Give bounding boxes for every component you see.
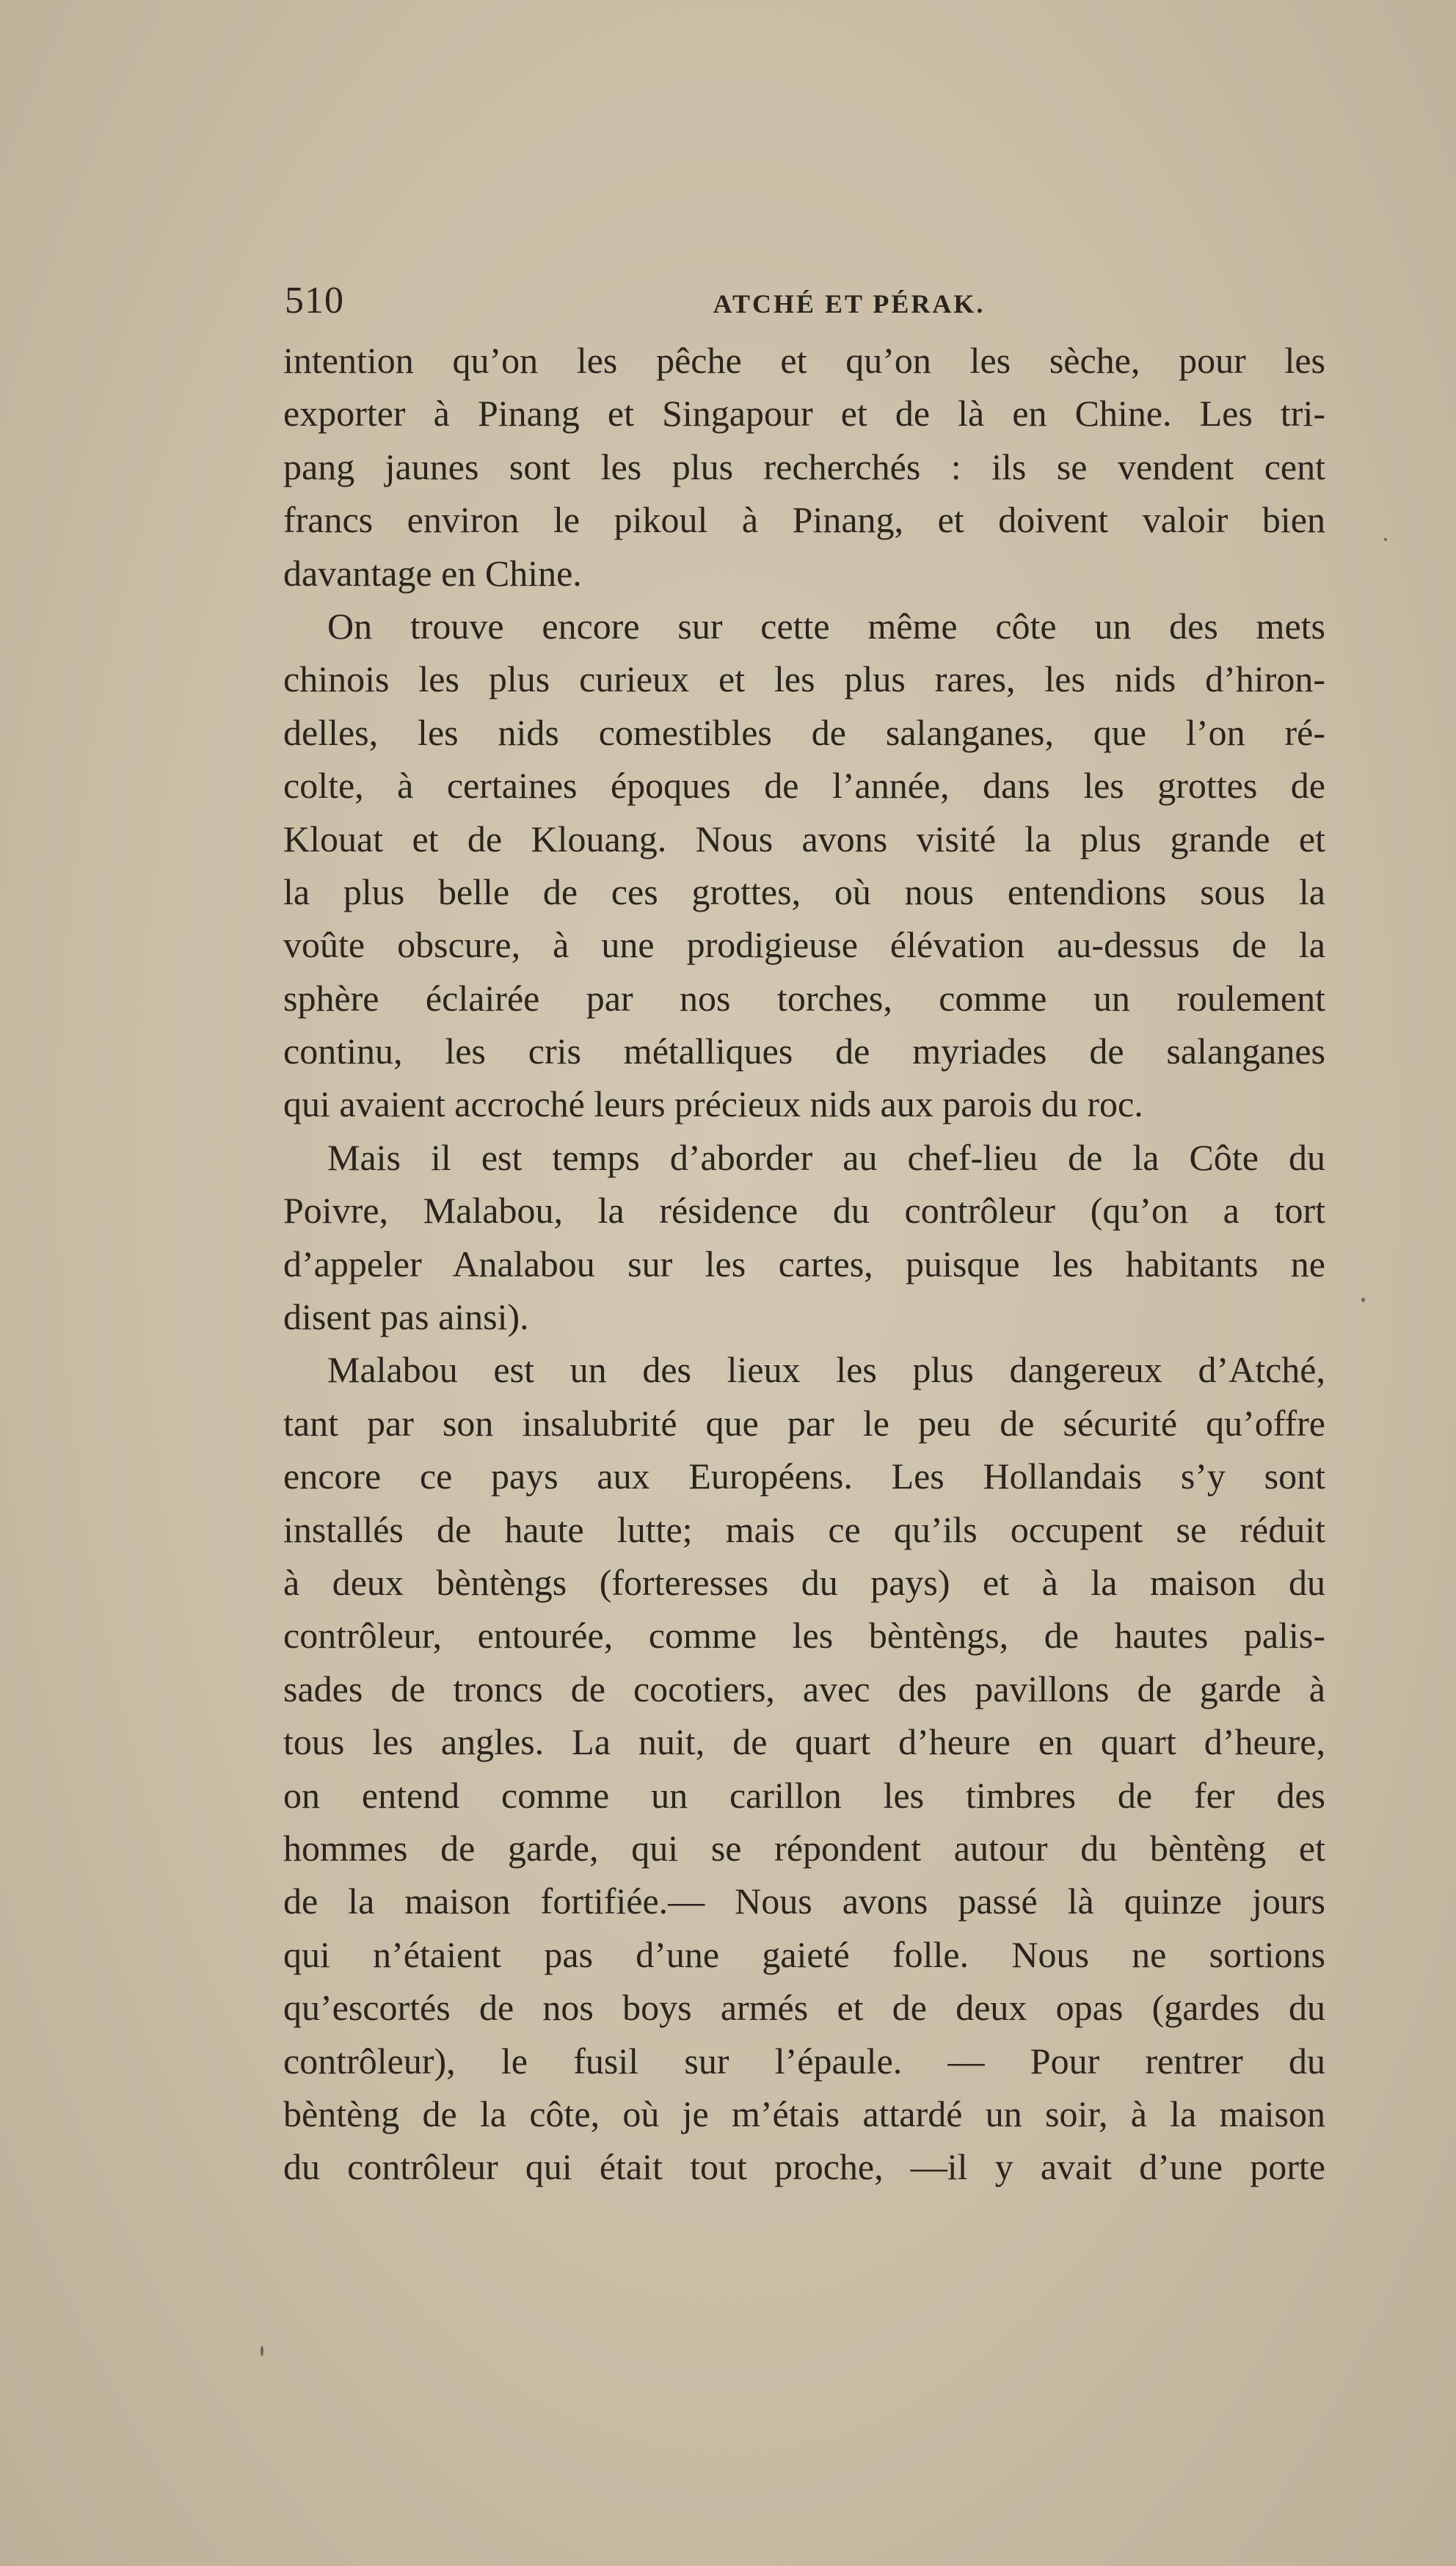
text-line: à deux bèntèngs (forteresses du pays) et à la maison du [283,1561,1325,1603]
text-line: pang jaunes sont les plus recherchés : ils se vendent cent [283,446,1325,487]
paper-speck [1384,538,1387,541]
text-line: hommes de garde, qui se répondent autour du bèntèng et [283,1827,1325,1869]
text-line: contrôleur, entourée, comme les bèntèngs, de hautes palis- [283,1615,1325,1657]
text-line: Mais il est temps d’aborder au chef-lieu de la Côte du [327,1136,1325,1178]
text-line: encore ce pays aux Européens. Les Hollandais s’y sont [283,1455,1325,1497]
paper-speck [1361,1298,1365,1302]
text-line: exporter à Pinang et Singapour et de là en Chine. Les tri- [283,393,1325,435]
text-line: On trouve encore sur cette même côte un des mets [327,605,1325,647]
text-line: contrôleur), le fusil sur l’épaule. — Pour rentrer du [283,2040,1325,2082]
running-title: ATCHÉ ET PÉRAK. [713,289,986,319]
text-line: d’appeler Analabou sur les cartes, puisque les habitants ne [283,1243,1325,1284]
text-line: continu, les cris métalliques de myriades de salanganes [283,1031,1325,1072]
text-line: colte, à certaines époques de l’année, dans les grottes de [283,765,1325,807]
text-line: qu’escortés de nos boys armés et de deux opas (gardes du [283,1987,1325,2029]
text-line: sades de troncs de cocotiers, avec des pavillons de garde à [283,1668,1325,1709]
text-line: voûte obscure, à une prodigieuse élévation au-dessus de la [283,924,1325,966]
text-line: francs environ le pikoul à Pinang, et doivent valoir bien [283,499,1325,541]
page-header [285,275,1325,327]
text-line: chinois les plus curieux et les plus rares, les nids d’hiron- [283,658,1325,700]
text-line: Malabou est un des lieux les plus dangereux d’Atché, [327,1349,1325,1391]
paper-speck [261,2346,263,2356]
text-line: de la maison fortifiée.— Nous avons passé là quinze jours [283,1880,1325,1922]
page-number: 510 [285,280,344,321]
text-line: la plus belle de ces grottes, où nous entendions sous la [283,871,1325,912]
text-line: qui avaient accroché leurs précieux nids aux parois du roc. [283,1083,1143,1125]
text-line: Poivre, Malabou, la résidence du contrôleur (qu’on a tort [283,1190,1325,1232]
text-line: tant par son insalubrité que par le peu de sécurité qu’offre [283,1402,1325,1444]
text-line: sphère éclairée par nos torches, comme un roulement [283,977,1325,1019]
text-line: on entend comme un carillon les timbres de fer des [283,1774,1325,1816]
text-line: intention qu’on les pêche et qu’on les sèche, pour les [283,340,1325,381]
body-text [283,334,1325,2194]
text-line: delles, les nids comestibles de salanganes, que l’on ré- [283,711,1325,753]
text-line: davantage en Chine. [283,552,582,594]
text-line: Klouat et de Klouang. Nous avons visité la plus grande et [283,818,1325,859]
text-line: bèntèng de la côte, où je m’étais attardé un soir, à la maison [283,2093,1325,2134]
text-line: installés de haute lutte; mais ce qu’ils occupent se réduit [283,1508,1325,1550]
text-line: tous les angles. La nuit, de quart d’heure en quart d’heure, [283,1721,1325,1763]
text-line: du contrôleur qui était tout proche, —il y avait d’une porte [283,2146,1325,2188]
text-line: qui n’étaient pas d’une gaieté folle. Nous ne sortions [283,1933,1325,1975]
text-line: disent pas ainsi). [283,1296,529,1338]
